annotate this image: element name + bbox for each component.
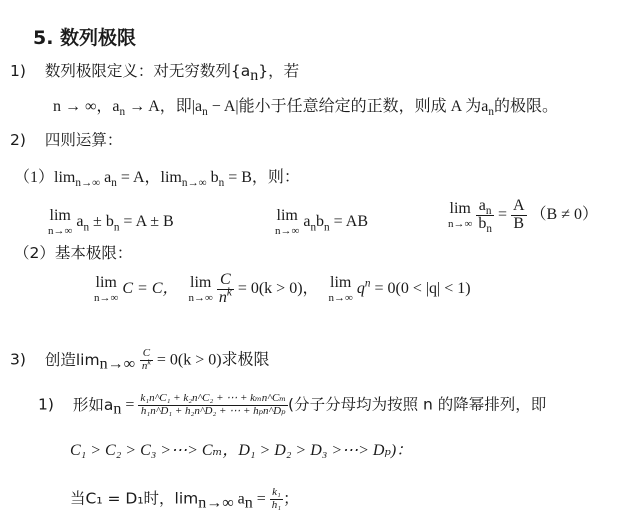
basic-limits-title: （2）基本极限：	[14, 244, 133, 262]
definition-line-2: n → ∞，$a_n \to A$，即$|a_n - A|$能小于任意给定的正数，则成 A 为$a_n$的极限。	[53, 98, 558, 119]
page-title: 5. 数列极限	[33, 27, 137, 49]
fraction: $\frac{A}{B}$	[512, 197, 525, 232]
condition-line: 当C₁ = D₁时，$\lim_{n\to\infty} a_n$ = $\frac{\text{k₁}}{\text{h₁}}$ ；	[70, 486, 299, 512]
operations-title: 2) 四则运算：	[10, 131, 123, 149]
item-number-3: 3)	[10, 350, 26, 369]
operations-premise: $(1)\lim_{n\to\infty}$ $a_n = A$，$\lim_{n\to\infty} b_n = B$，则：	[14, 169, 300, 190]
sub-item-number-1: 1)	[38, 395, 54, 414]
order-line: C₁ > C₂ > C₃ >⋯> Cₘ，D₁ > D₂ > D₃ >⋯> Dₚ)：	[70, 442, 413, 459]
fraction: $\frac{C}{n^k}$	[218, 271, 232, 306]
limit-operator: lim n→∞	[48, 207, 73, 237]
formula-quotient: lim n→∞ $\frac{a_n}{b_n}$ = $\frac{A}{B}$ （B ≠ 0）	[448, 197, 598, 235]
limit-operator: lim n→∞	[328, 273, 353, 304]
fraction: $\frac{a_n}{b_n}$	[478, 197, 492, 235]
create-limit-line: 3) 创造$\lim_{n\to\infty}$ $\frac{C}{n^k}$ = 0(k > 0)求极限	[10, 347, 270, 373]
formula-sum: lim n→∞ $a_n \pm b_n = A \pm B$	[48, 207, 174, 237]
limit-operator: lim n→∞	[188, 273, 213, 304]
fraction: $\frac{C}{n^k}$	[141, 347, 151, 372]
fraction: k₁n^C₁ + k₂n^C₂ + ⋯ + kₘn^Cₘ h₁n^D₁ + h₂n^D₂ + ⋯ + hₚn^Dₚ	[140, 392, 287, 417]
limit-operator: lim n→∞	[94, 273, 119, 304]
fraction: $\frac{\text{k₁}}{\text{h₁}}$	[271, 486, 282, 511]
limit-operator: lim n→∞	[275, 207, 300, 237]
definition-line-1: 1) 数列极限定义：对无穷数列$\{a_n\}$，若	[10, 62, 300, 85]
item-number-2: 2)	[10, 131, 26, 149]
item-number-1: 1)	[10, 62, 26, 80]
formula-product: lim n→∞ $a_nb_n$ = AB	[275, 207, 369, 237]
limit-operator: lim n→∞	[448, 199, 473, 230]
basic-limits-formulas: lim n→∞ C = C， lim n→∞ $\frac{C}{n^k}$ = 0(k > 0)， lim n→∞ $q^n = 0(0 < |q| < 1)$	[94, 271, 471, 306]
form-line: 1) 形如$a_n$ = k₁n^C₁ + k₂n^C₂ + ⋯ + kₘn^Cₘ h₁n^D₁ + h₂n^D₂ + ⋯ + hₚn^Dₚ (分子分母均为按照 n 的降幂排列，即	[38, 392, 547, 418]
